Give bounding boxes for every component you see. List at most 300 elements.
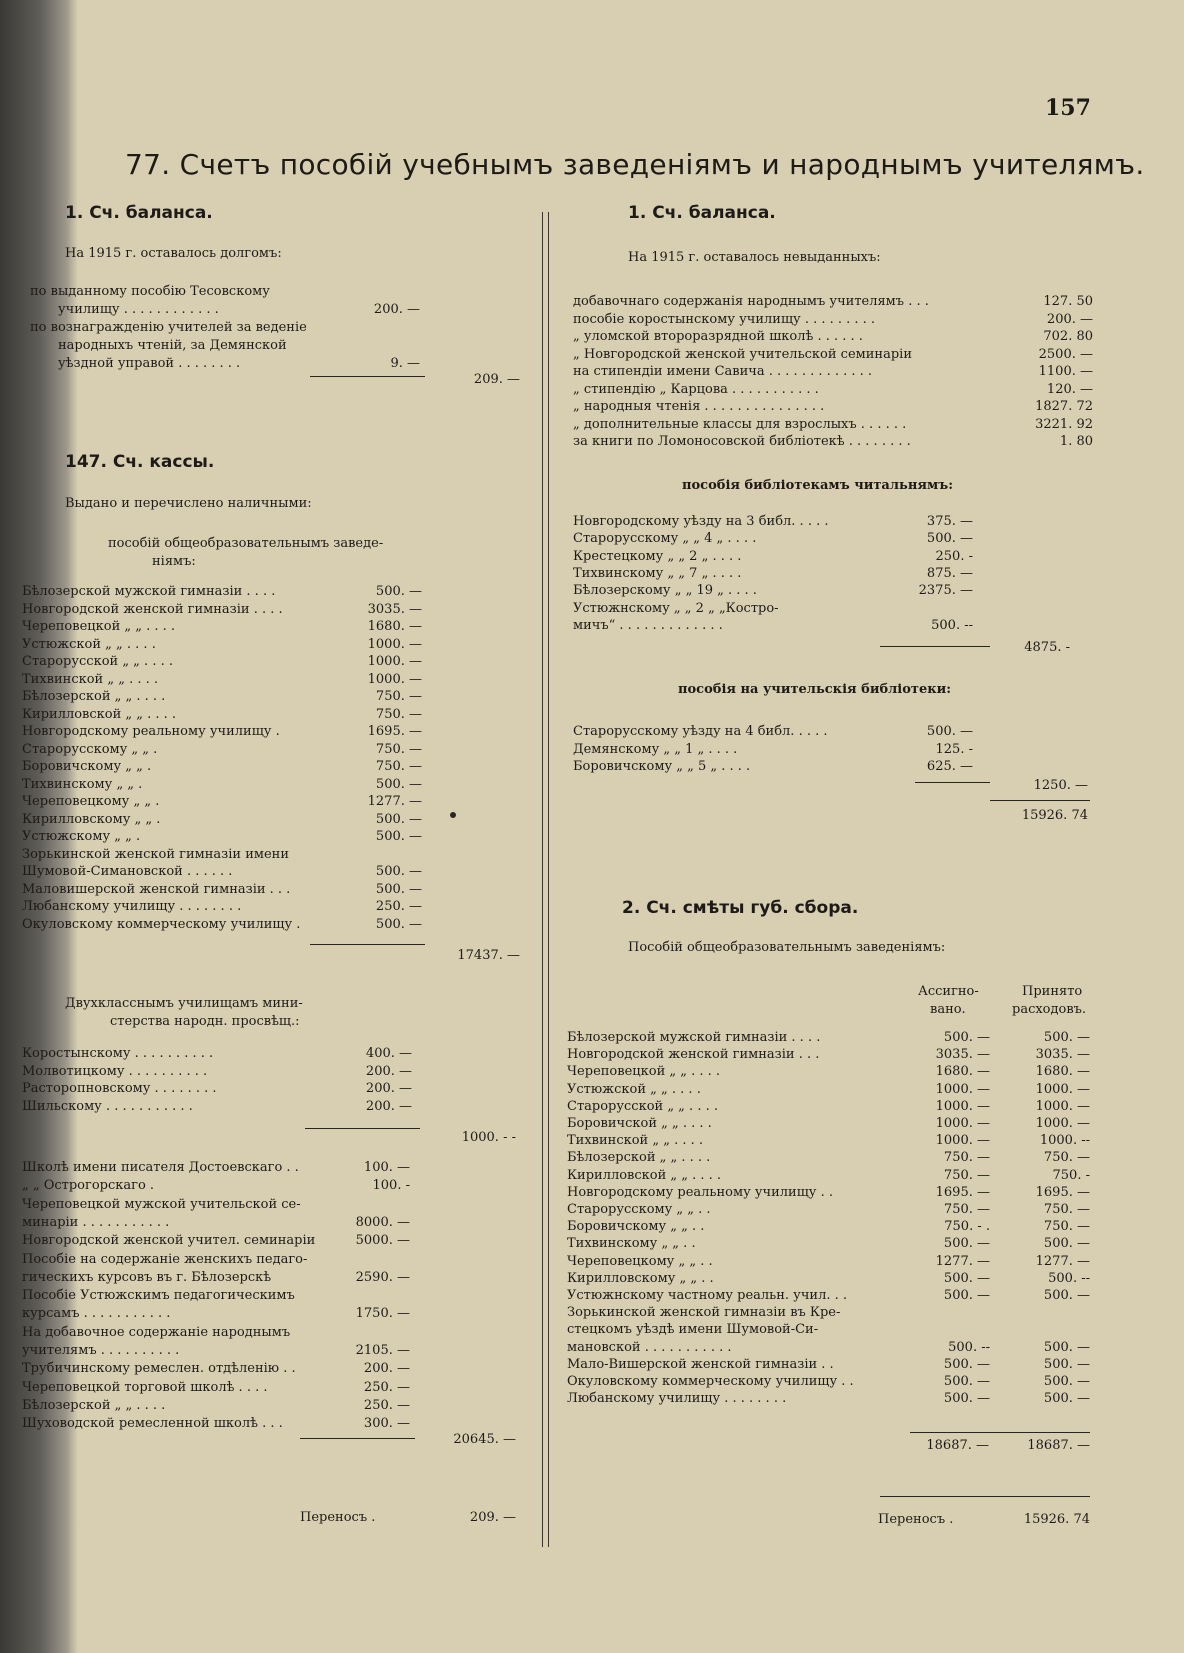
- smeta-item-assigned: 1000. —: [935, 1098, 990, 1114]
- left-gen-heading-1: пособій общеобразовательнымъ заведе-: [108, 536, 384, 551]
- teacher-lib-row: [573, 742, 993, 760]
- smeta-item-row: [567, 1202, 1092, 1220]
- smeta-item-row: [567, 1047, 1092, 1065]
- left-carry-label: Переносъ .: [300, 1510, 376, 1525]
- gen-item-row: [22, 882, 422, 900]
- smeta-item-label: Мало-Вишерской женской гимназіи . .: [567, 1356, 834, 1372]
- gen-item-row: [22, 829, 422, 847]
- smeta-item-row: [567, 1288, 1092, 1306]
- other-item-row: [22, 1343, 422, 1361]
- smeta-item-assigned: 1680. —: [935, 1064, 990, 1080]
- other-item-label: учителямъ . . . . . . . . . .: [22, 1343, 180, 1358]
- right-item-label: „ дополнительные классы для взрослыхъ . . . . . .: [573, 416, 907, 432]
- smeta-item-assigned: 500. —: [943, 1356, 990, 1372]
- right-libraries-rule: [880, 646, 990, 647]
- right-carry-rule: [880, 1496, 1090, 1497]
- other-item-label: Пособіе Устюжскимъ педагогическимъ: [22, 1288, 295, 1304]
- right-item-label: добавочнаго содержанія народнымъ учителямъ . . .: [573, 294, 929, 309]
- right-teacher-lib-total: 1250. —: [1033, 778, 1088, 793]
- gen-item-row: [22, 864, 422, 882]
- left-balance-item-2-amount: 9. —: [390, 356, 420, 371]
- library-row: [573, 514, 993, 532]
- smeta-item-label: Старорусской „ „ . . . .: [567, 1098, 718, 1114]
- other-item-amount: 250. —: [363, 1379, 410, 1395]
- right-balance-heading: 1. Сч. баланса.: [628, 203, 776, 223]
- right-smeta-rule: [910, 1432, 1090, 1433]
- twoclass-item-amount: 200. —: [365, 1063, 412, 1079]
- other-item-row: [22, 1233, 422, 1251]
- left-twoclass-total: 1000. - -: [461, 1130, 516, 1145]
- right-smeta-heading: 2. Сч. смѣты губ. сбора.: [622, 898, 859, 918]
- smeta-item-label: Череповецкой „ „ . . . .: [567, 1064, 721, 1080]
- smeta-item-accepted: 500. --: [1048, 1270, 1090, 1286]
- gen-item-label: Шумовой-Симановской . . . . . .: [22, 864, 233, 879]
- left-gen-heading-2: ніямъ:: [152, 554, 196, 569]
- smeta-item-label: Кирилловскому „ „ . .: [567, 1270, 714, 1286]
- smeta-item-assigned: 750. —: [943, 1150, 990, 1166]
- left-balance-item-1-line-1: по выданному пособію Тесовскому: [30, 284, 270, 299]
- gen-item-row: [22, 724, 422, 742]
- left-other-rule: [300, 1438, 415, 1439]
- right-item-amount: 120. —: [1046, 381, 1093, 397]
- gen-item-amount: 500. —: [375, 864, 422, 879]
- right-libraries-heading: пособія библіотекамъ читальнямъ:: [682, 478, 954, 493]
- gen-item-amount: 500. —: [375, 916, 422, 932]
- right-smeta-total-accepted: 18687. —: [1027, 1438, 1090, 1453]
- column-divider: [542, 212, 549, 1547]
- other-item-amount: 200. —: [363, 1361, 410, 1377]
- right-item-row: [573, 347, 1093, 365]
- gen-item-row: [22, 794, 422, 812]
- gen-item-label: Устюжскому „ „ .: [22, 829, 141, 844]
- gen-item-row: [22, 899, 422, 917]
- right-item-amount: 1827. 72: [1035, 399, 1093, 414]
- smeta-item-row: [567, 1082, 1092, 1100]
- right-libraries-total: 4875. -: [1024, 640, 1070, 655]
- library-row: [573, 531, 993, 549]
- gen-item-label: Старорусской „ „ . . . .: [22, 654, 173, 669]
- smeta-item-assigned: 1000. —: [935, 1081, 990, 1097]
- gen-item-row: [22, 742, 422, 760]
- right-item-label: пособіе коростынскому училищу . . . . . . . . .: [573, 311, 876, 327]
- smeta-item-row: [567, 1099, 1092, 1117]
- other-item-row: [22, 1398, 422, 1416]
- gen-item-amount: 1695. —: [367, 724, 422, 739]
- left-cash-intro: Выдано и перечислено наличными:: [65, 496, 312, 511]
- other-item-amount: 1750. —: [355, 1306, 410, 1322]
- left-balance-item-2-line-1: по вознагражденію учителей за веденіе: [30, 320, 307, 335]
- left-twoclass-rule: [305, 1128, 420, 1129]
- library-row: [573, 601, 993, 619]
- left-carry-amount: 209. —: [469, 1510, 516, 1525]
- gen-item-amount: 1000. —: [367, 636, 422, 652]
- gen-item-label: Кирилловской „ „ . . . .: [22, 706, 177, 722]
- smeta-item-accepted: 750. -: [1052, 1167, 1090, 1183]
- gen-item-amount: 500. —: [375, 829, 422, 844]
- gen-item-row: [22, 917, 422, 935]
- left-twoclass-heading-2: стерства народн. просвѣщ.:: [110, 1014, 300, 1029]
- right-item-amount: 1100. —: [1038, 364, 1093, 379]
- col-accepted-2: расходовъ.: [1012, 1002, 1087, 1017]
- smeta-item-row: [567, 1305, 1092, 1323]
- other-item-label: Шуховодской ремесленной школѣ . . .: [22, 1416, 283, 1432]
- twoclass-item-row: [22, 1099, 422, 1117]
- smeta-item-accepted: 750. —: [1043, 1202, 1090, 1217]
- smeta-item-assigned: 500. —: [943, 1270, 990, 1286]
- other-item-row: [22, 1361, 422, 1379]
- smeta-item-assigned: 1000. —: [935, 1133, 990, 1149]
- right-item-row: [573, 417, 1093, 435]
- right-smeta-total-assigned: 18687. —: [926, 1438, 989, 1453]
- smeta-item-label: Устюжской „ „ . . . .: [567, 1081, 701, 1097]
- right-item-amount: 2500. —: [1038, 346, 1093, 362]
- gen-item-amount: 750. —: [375, 759, 422, 774]
- smeta-item-assigned: 3035. —: [935, 1047, 990, 1063]
- gen-item-row: [22, 759, 422, 777]
- right-item-row: [573, 364, 1093, 382]
- smeta-item-row: [567, 1254, 1092, 1272]
- smeta-item-row: [567, 1271, 1092, 1289]
- right-balance-grand-total: 15926. 74: [1021, 808, 1088, 823]
- gen-item-row: [22, 707, 422, 725]
- smeta-item-label: Новгородскому реальному училищу . .: [567, 1184, 833, 1200]
- right-balance-intro: На 1915 г. оставалось невыданныхъ:: [628, 250, 881, 265]
- col-assigned-1: Ассигно-: [918, 984, 979, 999]
- library-label: Тихвинскому „ „ 7 „ . . . .: [573, 565, 742, 581]
- other-item-amount: 5000. —: [355, 1233, 410, 1249]
- smeta-item-label: Бѣлозерской „ „ . . . .: [567, 1150, 711, 1166]
- right-item-row: [573, 382, 1093, 400]
- gen-item-label: Зорькинской женской гимназіи имени: [22, 846, 290, 862]
- gen-item-row: [22, 584, 422, 602]
- right-carry-amount: 15926. 74: [1023, 1512, 1090, 1527]
- smeta-item-assigned: 750. - .: [944, 1219, 990, 1235]
- smeta-item-assigned: 1277. —: [935, 1253, 990, 1269]
- smeta-item-accepted: 750. —: [1043, 1150, 1090, 1166]
- gen-item-label: Череповецкой „ „ . . . .: [22, 619, 176, 634]
- smeta-item-accepted: 1000. —: [1035, 1081, 1090, 1097]
- library-amount: 250. -: [935, 548, 973, 564]
- left-balance-heading: 1. Сч. баланса.: [65, 203, 213, 223]
- smeta-item-assigned: 750. —: [943, 1167, 990, 1183]
- teacher-lib-label: Демянскому „ „ 1 „ . . . .: [573, 741, 738, 757]
- smeta-item-label: Новгородской женской гимназіи . . .: [567, 1047, 820, 1063]
- gen-item-label: Тихвинской „ „ . . . .: [22, 671, 159, 687]
- left-balance-item-2-line-2: народныхъ чтеній, за Демянской: [58, 338, 287, 353]
- left-balance-total: 209. —: [473, 372, 520, 387]
- other-item-amount: 300. —: [363, 1416, 410, 1432]
- other-item-row: [22, 1197, 422, 1215]
- smeta-item-assigned: 500. —: [943, 1236, 990, 1252]
- smeta-item-accepted: 1000. —: [1035, 1116, 1090, 1131]
- smeta-item-label: Череповецкому „ „ . .: [567, 1253, 713, 1269]
- left-balance-item-1-amount: 200. —: [373, 302, 420, 317]
- right-carry-label: Переносъ .: [878, 1512, 954, 1527]
- gen-item-amount: 500. —: [375, 776, 422, 792]
- gen-item-label: Боровичскому „ „ .: [22, 759, 152, 774]
- teacher-lib-amount: 625. —: [926, 759, 973, 774]
- smeta-item-assigned: 500. —: [943, 1030, 990, 1045]
- gen-item-label: Старорусскому „ „ .: [22, 741, 158, 757]
- library-label: Новгородскому уѣзду на 3 библ. . . . .: [573, 514, 829, 529]
- smeta-item-row: [567, 1340, 1092, 1358]
- other-item-row: [22, 1306, 422, 1324]
- right-item-amount: 3221. 92: [1035, 416, 1093, 432]
- gen-item-row: [22, 689, 422, 707]
- right-item-label: за книги по Ломоносовской библіотекѣ . . . . . . . .: [573, 434, 911, 449]
- other-item-amount: 2105. —: [355, 1343, 410, 1358]
- library-amount: 2375. —: [918, 583, 973, 599]
- smeta-item-accepted: 1000. --: [1039, 1133, 1090, 1149]
- left-cash-heading: 147. Сч. кассы.: [65, 452, 215, 472]
- right-item-row: [573, 312, 1093, 330]
- smeta-item-assigned: 750. —: [943, 1202, 990, 1217]
- smeta-item-row: [567, 1168, 1092, 1186]
- twoclass-item-amount: 400. —: [365, 1046, 412, 1061]
- smeta-item-accepted: 500. —: [1043, 1391, 1090, 1407]
- smeta-item-label: Старорусскому „ „ . .: [567, 1202, 711, 1217]
- teacher-lib-amount: 125. -: [935, 741, 973, 757]
- gen-item-row: [22, 777, 422, 795]
- gen-item-label: Череповецкому „ „ .: [22, 794, 160, 809]
- smeta-item-accepted: 3035. —: [1035, 1047, 1090, 1063]
- left-gen-total: 17437. —: [457, 948, 520, 963]
- gen-item-amount: 250. —: [375, 899, 422, 914]
- left-gen-rule: [310, 944, 425, 945]
- other-item-row: [22, 1160, 422, 1178]
- other-item-row: [22, 1215, 422, 1233]
- right-item-label: „ стипендію „ Карцова . . . . . . . . . . .: [573, 381, 819, 397]
- gen-item-label: Окуловскому коммерческому училищу .: [22, 916, 301, 932]
- right-item-label: на стипендіи имени Савича . . . . . . . . . . . . .: [573, 364, 873, 379]
- other-item-row: [22, 1416, 422, 1434]
- left-balance-intro: На 1915 г. оставалось долгомъ:: [65, 246, 282, 261]
- smeta-item-row: [567, 1150, 1092, 1168]
- other-item-amount: 100. —: [363, 1160, 410, 1175]
- smeta-item-label: мановской . . . . . . . . . . .: [567, 1339, 732, 1355]
- library-row: [573, 549, 993, 567]
- right-item-amount: 200. —: [1046, 311, 1093, 327]
- smeta-item-accepted: 500. —: [1043, 1356, 1090, 1372]
- teacher-lib-amount: 500. —: [926, 724, 973, 739]
- smeta-item-accepted: 500. —: [1043, 1288, 1090, 1303]
- library-label: мичъ“ . . . . . . . . . . . . .: [573, 617, 723, 633]
- smeta-item-accepted: 500. —: [1043, 1030, 1090, 1045]
- smeta-item-label: Любанскому училищу . . . . . . . .: [567, 1391, 787, 1407]
- right-item-row: [573, 434, 1093, 452]
- gen-item-label: Новгородской женской гимназіи . . . .: [22, 601, 283, 617]
- gen-item-row: [22, 812, 422, 830]
- other-item-amount: 8000. —: [355, 1214, 410, 1230]
- other-item-label: курсамъ . . . . . . . . . . .: [22, 1306, 171, 1322]
- twoclass-item-row: [22, 1046, 422, 1064]
- other-item-row: [22, 1288, 422, 1306]
- smeta-item-row: [567, 1322, 1092, 1340]
- twoclass-item-label: Молвотицкому . . . . . . . . . .: [22, 1063, 208, 1079]
- other-item-label: Череповецкой торговой школѣ . . . .: [22, 1379, 268, 1395]
- left-other-total: 20645. —: [453, 1432, 516, 1447]
- twoclass-item-row: [22, 1081, 422, 1099]
- gen-item-amount: 1000. —: [367, 671, 422, 687]
- smeta-item-label: Окуловскому коммерческому училищу . .: [567, 1374, 854, 1389]
- smeta-item-accepted: 1680. —: [1035, 1064, 1090, 1080]
- gen-item-row: [22, 602, 422, 620]
- gen-item-label: Новгородскому реальному училищу .: [22, 724, 280, 739]
- twoclass-item-row: [22, 1064, 422, 1082]
- gen-item-label: Тихвинскому „ „ .: [22, 776, 143, 792]
- page-title: 77. Счетъ пособій учебнымъ заведеніямъ и народнымъ учителямъ.: [125, 148, 1145, 181]
- other-item-label: Череповецкой мужской учительской се-: [22, 1196, 301, 1212]
- teacher-lib-row: [573, 724, 993, 742]
- smeta-item-accepted: 1277. —: [1035, 1253, 1090, 1269]
- other-item-row: [22, 1380, 422, 1398]
- gen-item-amount: 500. —: [375, 881, 422, 897]
- smeta-item-assigned: 1695. —: [935, 1184, 990, 1200]
- library-label: Бѣлозерскому „ „ 19 „ . . . .: [573, 583, 757, 599]
- library-row: [573, 583, 993, 601]
- smeta-item-assigned: 500. --: [948, 1339, 990, 1355]
- gen-item-amount: 750. —: [375, 689, 422, 704]
- other-item-label: минаріи . . . . . . . . . . .: [22, 1214, 170, 1230]
- gen-item-label: Кирилловскому „ „ .: [22, 811, 161, 827]
- other-item-row: [22, 1252, 422, 1270]
- other-item-label: Школѣ имени писателя Достоевскаго . .: [22, 1160, 299, 1175]
- smeta-item-row: [567, 1064, 1092, 1082]
- left-balance-item-1-line-2: училищу . . . . . . . . . . . .: [58, 302, 219, 317]
- right-item-amount: 1. 80: [1059, 434, 1093, 449]
- smeta-item-row: [567, 1133, 1092, 1151]
- smeta-item-accepted: 750. —: [1043, 1219, 1090, 1235]
- smeta-item-row: [567, 1219, 1092, 1237]
- other-item-amount: 2590. —: [355, 1269, 410, 1285]
- smeta-item-row: [567, 1357, 1092, 1375]
- smeta-item-label: Кирилловской „ „ . . . .: [567, 1167, 722, 1183]
- page-number: 157: [1045, 95, 1091, 121]
- right-teacher-lib-heading: пособія на учительскія библіотеки:: [678, 682, 952, 697]
- gen-item-amount: 1680. —: [367, 619, 422, 634]
- left-balance-item-2-line-3: уѣздной управой . . . . . . . .: [58, 356, 241, 371]
- left-twoclass-heading-1: Двухкласснымъ училищамъ мини-: [65, 996, 303, 1011]
- gen-item-row: [22, 672, 422, 690]
- library-row: [573, 566, 993, 584]
- smeta-item-accepted: 500. —: [1043, 1236, 1090, 1252]
- other-item-label: гическихъ курсовъ въ г. Бѣлозерскѣ: [22, 1269, 272, 1285]
- gen-item-amount: 500. —: [375, 584, 422, 599]
- smeta-item-label: Бѣлозерской мужской гимназіи . . . .: [567, 1030, 821, 1045]
- gen-item-label: Маловишерской женской гимназіи . . .: [22, 881, 291, 897]
- gen-item-row: [22, 619, 422, 637]
- gen-item-amount: 3035. —: [367, 601, 422, 617]
- gen-item-label: Бѣлозерской „ „ . . . .: [22, 689, 166, 704]
- col-accepted-1: Принято: [1022, 984, 1083, 999]
- library-label: Устюжнскому „ „ 2 „ „Костро-: [573, 600, 779, 616]
- library-label: Старорусскому „ „ 4 „ . . . .: [573, 531, 757, 547]
- other-item-label: Новгородской женской учител. семинаріи: [22, 1233, 316, 1249]
- smeta-item-accepted: 500. —: [1043, 1339, 1090, 1355]
- other-item-amount: 100. -: [372, 1178, 410, 1194]
- smeta-item-row: [567, 1236, 1092, 1254]
- gen-item-row: [22, 847, 422, 865]
- library-row: [573, 618, 993, 636]
- teacher-lib-label: Боровичскому „ „ 5 „ . . . .: [573, 759, 751, 774]
- ink-spot: [450, 812, 456, 818]
- gen-item-amount: 500. —: [375, 811, 422, 827]
- gen-item-row: [22, 654, 422, 672]
- smeta-item-accepted: 500. —: [1043, 1374, 1090, 1389]
- other-item-amount: 250. —: [363, 1397, 410, 1413]
- left-balance-rule: [310, 376, 425, 377]
- gen-item-label: Устюжской „ „ . . . .: [22, 636, 156, 652]
- right-item-row: [573, 399, 1093, 417]
- other-item-row: [22, 1270, 422, 1288]
- smeta-item-label: Тихвинской „ „ . . . .: [567, 1133, 704, 1149]
- smeta-item-accepted: 1695. —: [1035, 1184, 1090, 1200]
- smeta-item-row: [567, 1391, 1092, 1409]
- right-grand-rule: [990, 800, 1090, 801]
- smeta-item-assigned: 500. —: [943, 1374, 990, 1389]
- other-item-label: Трубичинскому ремеслен. отдѣленію . .: [22, 1361, 296, 1377]
- smeta-item-row: [567, 1185, 1092, 1203]
- gen-item-amount: 750. —: [375, 741, 422, 757]
- gen-item-row: [22, 637, 422, 655]
- library-amount: 500. —: [926, 531, 973, 547]
- right-item-label: „ Новгородской женской учительской семинаріи: [573, 346, 912, 362]
- library-amount: 875. —: [926, 565, 973, 581]
- twoclass-item-amount: 200. —: [365, 1098, 412, 1114]
- other-item-label: „ „ Острогорскаго .: [22, 1178, 155, 1194]
- smeta-item-assigned: 500. —: [943, 1288, 990, 1303]
- gen-item-amount: 1277. —: [367, 794, 422, 809]
- gen-item-amount: 750. —: [375, 706, 422, 722]
- gen-item-label: Любанскому училищу . . . . . . . .: [22, 899, 242, 914]
- smeta-item-accepted: 1000. —: [1035, 1098, 1090, 1114]
- library-amount: 375. —: [926, 514, 973, 529]
- right-item-label: „ уломской второразрядной школѣ . . . . . .: [573, 329, 863, 344]
- smeta-item-label: Боровичскому „ „ . .: [567, 1219, 705, 1235]
- smeta-item-label: Устюжнскому частному реальн. учил. . .: [567, 1288, 847, 1303]
- smeta-item-label: Зорькинской женской гимназіи въ Кре-: [567, 1305, 841, 1321]
- smeta-item-label: Тихвинскому „ „ . .: [567, 1236, 696, 1252]
- teacher-lib-row: [573, 759, 993, 777]
- smeta-item-assigned: 500. —: [943, 1391, 990, 1407]
- library-amount: 500. --: [931, 617, 973, 633]
- teacher-lib-label: Старорусскому уѣзду на 4 библ. . . . .: [573, 724, 828, 739]
- right-smeta-intro: Пособій общеобразовательнымъ заведеніямъ:: [628, 940, 946, 955]
- smeta-item-label: стецкомъ уѣздѣ имени Шумовой-Си-: [567, 1322, 819, 1338]
- right-teacher-lib-rule: [915, 782, 990, 783]
- twoclass-item-label: Коростынскому . . . . . . . . . .: [22, 1046, 214, 1061]
- other-item-row: [22, 1178, 422, 1196]
- twoclass-item-label: Шильскому . . . . . . . . . . .: [22, 1098, 193, 1114]
- twoclass-item-amount: 200. —: [365, 1081, 412, 1096]
- col-assigned-2: вано.: [930, 1002, 966, 1017]
- smeta-item-row: [567, 1030, 1092, 1048]
- other-item-label: Бѣлозерской „ „ . . . .: [22, 1397, 166, 1413]
- library-label: Крестецкому „ „ 2 „ . . . .: [573, 548, 742, 564]
- smeta-item-row: [567, 1374, 1092, 1392]
- smeta-item-assigned: 1000. —: [935, 1116, 990, 1131]
- smeta-item-row: [567, 1116, 1092, 1134]
- right-item-amount: 127. 50: [1043, 294, 1093, 309]
- right-item-label: „ народныя чтенія . . . . . . . . . . . . . . .: [573, 399, 825, 414]
- other-item-label: Пособіе на содержаніе женскихъ педаго-: [22, 1251, 308, 1267]
- smeta-item-label: Боровичской „ „ . . . .: [567, 1116, 712, 1131]
- right-item-row: [573, 329, 1093, 347]
- right-item-row: [573, 294, 1093, 312]
- other-item-label: На добавочное содержаніе народнымъ: [22, 1324, 291, 1340]
- gen-item-amount: 1000. —: [367, 654, 422, 669]
- twoclass-item-label: Расторопновскому . . . . . . . .: [22, 1081, 217, 1096]
